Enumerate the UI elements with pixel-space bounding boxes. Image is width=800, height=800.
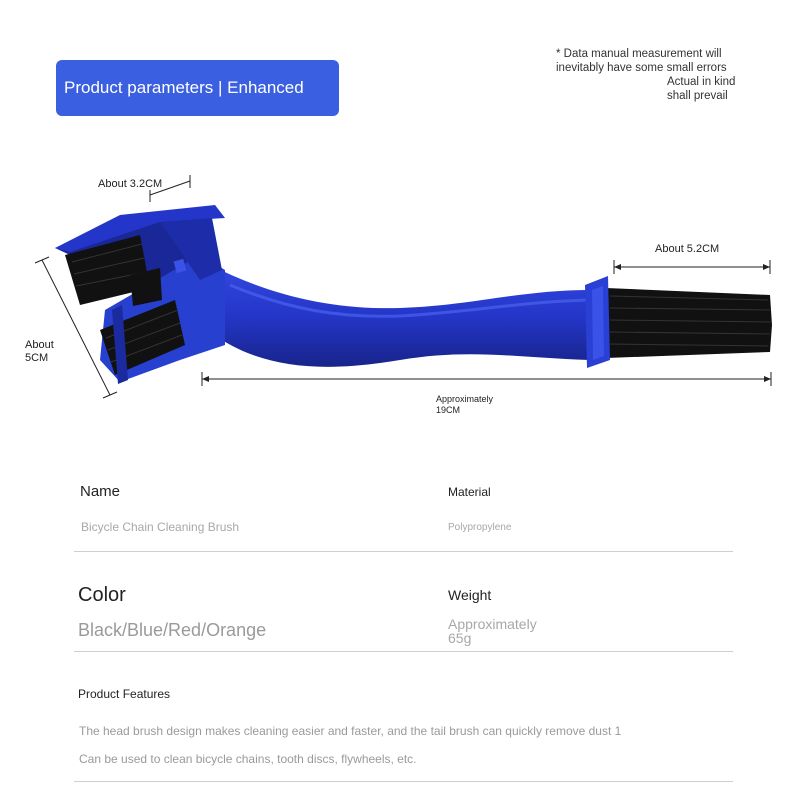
color-key: Color (78, 584, 126, 606)
tail-length-label: About 5.2CM (655, 243, 720, 255)
total-length-label-line2: 19CM (436, 405, 461, 415)
table-divider-1 (74, 551, 733, 552)
brush-head (55, 205, 225, 384)
feature-line-1: The head brush design makes cleaning easier and faster, and the tail brush can quickly remove dust 1 (79, 724, 622, 738)
head-width-label: About 3.2CM (98, 178, 163, 190)
tail-bristles (606, 288, 772, 358)
head-height-label-line1: About (25, 339, 54, 351)
note-line-2: inevitably have some small errors (556, 62, 727, 74)
brush-illustration (0, 160, 800, 430)
features-divider (74, 781, 733, 782)
product-figure (0, 160, 800, 430)
head-height-label-line2: 5CM (25, 352, 49, 364)
banner-title: Product parameters | Enhanced (64, 78, 304, 97)
note-line-4: shall prevail (667, 90, 728, 102)
weight-key: Weight (448, 587, 492, 603)
feature-line-2: Can be used to clean bicycle chains, tooth discs, flywheels, etc. (79, 752, 417, 766)
name-key: Name (80, 483, 121, 500)
material-value: Polypropylene (448, 522, 512, 533)
features-title: Product Features (78, 687, 171, 701)
measurement-note (556, 47, 756, 103)
table-divider-2 (74, 651, 733, 652)
weight-value-line2: 65g (448, 630, 472, 646)
material-key: Material (448, 485, 491, 499)
note-line-3: Actual in kind (667, 76, 736, 88)
color-value: Black/Blue/Red/Orange (78, 620, 267, 640)
name-value: Bicycle Chain Cleaning Brush (81, 520, 240, 534)
weight-value-line1: Approximately (448, 616, 537, 632)
note-line-1: * Data manual measurement will (556, 48, 722, 60)
total-length-label-line1: Approximately (436, 394, 494, 404)
product-parameters-banner (56, 60, 339, 116)
